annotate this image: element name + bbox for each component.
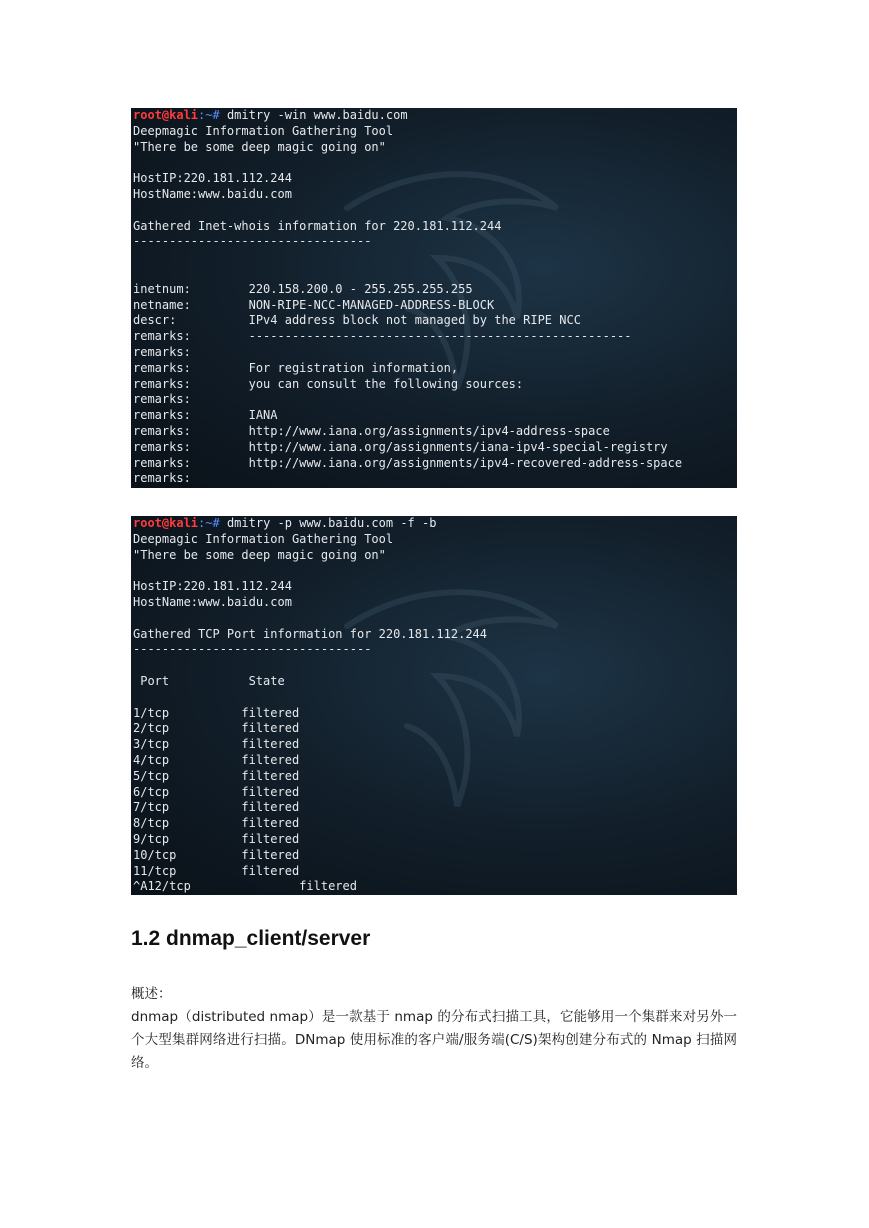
port-row: 1/tcp filtered: [133, 705, 300, 720]
terminal-screenshot-ports: [131, 516, 737, 895]
port-table-header: Port State: [133, 673, 285, 688]
output-line: remarks:: [133, 471, 191, 486]
output-line: descr: IPv4 address block not managed by the RIPE NCC: [133, 313, 581, 328]
prompt-path: :~#: [198, 108, 220, 122]
output-line: "There be some deep magic going on": [133, 547, 386, 562]
prompt-path: :~#: [198, 516, 220, 530]
output-line: remarks:: [133, 344, 191, 359]
terminal-screenshot-whois: [131, 108, 737, 488]
output-line: HostIP:220.181.112.244: [133, 171, 292, 186]
port-row: 11/tcp filtered: [133, 863, 300, 878]
port-row: 9/tcp filtered: [133, 831, 300, 846]
output-line: ---------------------------------: [133, 642, 372, 657]
output-line: remarks: IANA: [133, 408, 278, 423]
output-line: Gathered TCP Port information for 220.181.112.244: [133, 626, 488, 641]
port-row: 6/tcp filtered: [133, 784, 300, 799]
output-line: HostIP:220.181.112.244: [133, 579, 292, 594]
output-line: inetnum: 220.158.200.0 - 255.255.255.255: [133, 281, 473, 296]
output-line: remarks: http://www.iana.org/assignments/iana-ipv4-special-registry: [133, 439, 668, 454]
output-line: HostName:www.baidu.com: [133, 186, 292, 201]
port-row: 2/tcp filtered: [133, 721, 300, 736]
prompt-user: root@kali: [133, 516, 199, 530]
port-row: ^A12/tcp filtered: [133, 879, 357, 894]
output-line: [133, 690, 737, 706]
port-row: 5/tcp filtered: [133, 768, 300, 783]
output-line: remarks: you can consult the following sources:: [133, 376, 524, 391]
output-line: [133, 658, 737, 674]
output-line: [133, 563, 737, 579]
port-row: 8/tcp filtered: [133, 816, 300, 831]
output-line: Gathered Inet-whois information for 220.181.112.244: [133, 218, 502, 233]
command-text: dmitry -p www.baidu.com -f -b: [219, 516, 437, 530]
output-line: [133, 250, 737, 266]
output-line: remarks: For registration information,: [133, 360, 459, 375]
output-line: [133, 611, 737, 627]
output-line: Deepmagic Information Gathering Tool: [133, 531, 394, 546]
section-heading: 1.2 dnmap_client/server: [131, 927, 371, 950]
output-line: Deepmagic Information Gathering Tool: [133, 123, 394, 138]
output-line: remarks: http://www.iana.org/assignments/ipv4-recovered-address-space: [133, 455, 683, 470]
output-line: remarks: http://www.iana.org/assignments/ipv4-address-space: [133, 423, 610, 438]
overview-paragraph: dnmap（distributed nmap）是一款基于 nmap 的分布式扫描工具，它能够用一个集群来对另外一个大型集群网络进行扫描。DNmap 使用标准的客户端/服务端(C/S)架构创建分布式的 Nmap 扫描网络。: [131, 1009, 737, 1071]
output-line: [133, 203, 737, 219]
port-row: 3/tcp filtered: [133, 737, 300, 752]
port-row: 7/tcp filtered: [133, 800, 300, 815]
output-line: "There be some deep magic going on": [133, 139, 386, 154]
output-line: [133, 155, 737, 171]
output-line: netname: NON-RIPE-NCC-MANAGED-ADDRESS-BLOCK: [133, 297, 495, 312]
command-line: [133, 108, 737, 124]
terminal-output: [133, 516, 737, 895]
port-row: 4/tcp filtered: [133, 752, 300, 767]
output-line: ---------------------------------: [133, 234, 372, 249]
command-line: [133, 516, 737, 532]
overview-label: 概述：: [131, 986, 172, 1002]
output-line: [133, 266, 737, 282]
terminal-output: [133, 108, 737, 487]
command-text: dmitry -win www.baidu.com: [219, 108, 408, 122]
port-row: 10/tcp filtered: [133, 847, 300, 862]
output-line: remarks: -----------------------------------------------------: [133, 329, 632, 344]
prompt-user: root@kali: [133, 108, 199, 122]
output-line: HostName:www.baidu.com: [133, 594, 292, 609]
output-line: remarks:: [133, 392, 191, 407]
